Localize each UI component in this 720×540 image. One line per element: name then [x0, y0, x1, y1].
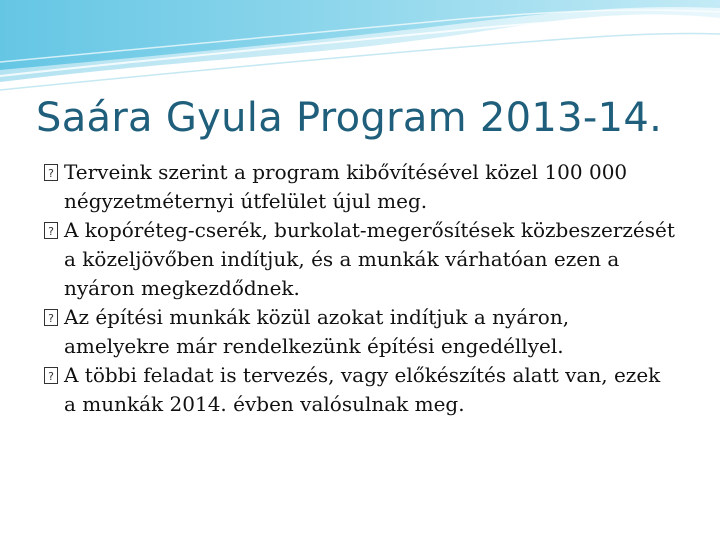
replacement-glyph-icon	[44, 367, 58, 384]
bullet-item	[36, 303, 676, 361]
bullet-item	[36, 158, 676, 216]
replacement-glyph-icon	[44, 164, 58, 181]
svg-text:?: ?	[48, 167, 54, 180]
bullet-item	[36, 216, 676, 303]
bullet-item	[36, 361, 676, 419]
bullet-text: A többi feladat is tervezés, vagy előkészítés alatt van, ezek a munkák 2014. évben valósulnak meg.	[64, 363, 661, 416]
bullet-text: Az építési munkák közül azokat indítjuk a nyáron, amelyekre már rendelkezünk építési engedéllyel.	[64, 305, 570, 358]
slide-title: Saára Gyula Program 2013-14.	[36, 95, 663, 141]
svg-text:?: ?	[48, 312, 54, 325]
bullet-text: A kopóréteg-cserék, burkolat-megerősítések közbeszerzését a közeljövőben indítjuk, és a munkák várhatóan ezen a nyáron megkezdődnek.	[64, 218, 675, 300]
svg-text:?: ?	[48, 225, 54, 238]
bullet-list	[36, 158, 676, 419]
replacement-glyph-icon	[44, 309, 58, 326]
svg-text:?: ?	[48, 370, 54, 383]
replacement-glyph-icon	[44, 222, 58, 239]
bullet-text: Terveink szerint a program kibővítésével közel 100 000 négyzetméternyi útfelület újul meg.	[64, 160, 628, 213]
